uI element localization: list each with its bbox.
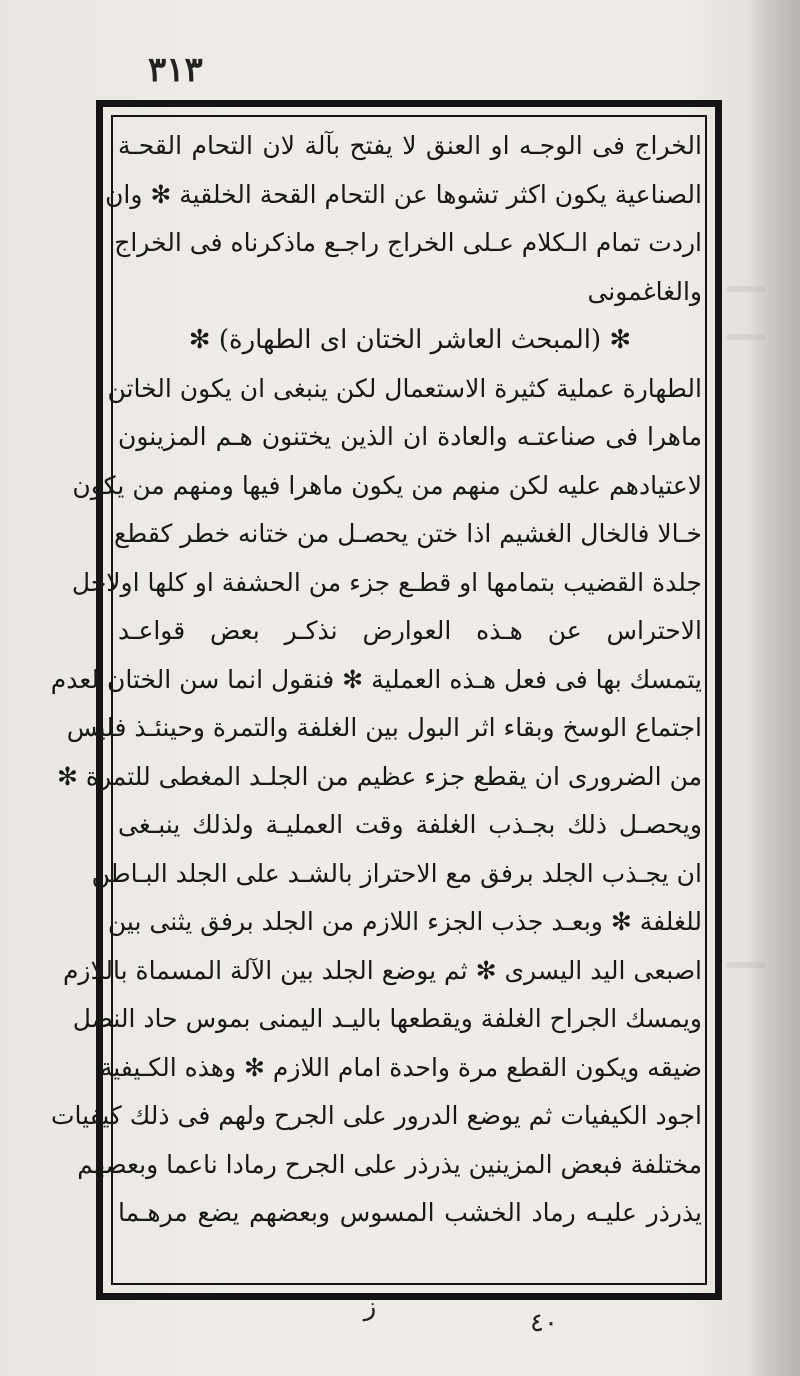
section-heading: ✻ (المبحث العاشر الختان اى الطهارة) ✻ <box>188 325 632 355</box>
bleed-through-trace <box>726 334 766 340</box>
text-line: لاعتيادهم عليه لكن منهم من يكون ماهرا فيها ومنهم من يكون <box>72 470 702 500</box>
text-line: اردت تمام الـكلام عـلى الخراج راجـع ماذكرناه فى الخراج <box>114 228 702 257</box>
bleed-through-trace <box>726 286 766 292</box>
text-line: من الضرورى ان يقطع جزء عظيم من الجلـد المغطى للتمرة ✻ <box>57 761 702 791</box>
bleed-through-trace <box>726 962 766 968</box>
text-line: ماهرا فى صناعتـه والعادة ان الذين يختنون هـم المزينون <box>118 422 702 451</box>
text-line: الاحتراس عن هـذه العوارض نذكـر بعض قواعـد <box>118 616 702 645</box>
text-line: للغلفة ✻ وبعـد جذب الجزء اللازم من الجلد برفق يثنى بين <box>107 907 702 936</box>
text-line: اجود الكيفيات ثم يوضع الدرور على الجرح ولهم فى ذلك كيفيات <box>51 1101 702 1130</box>
binding-fold-shadow <box>748 0 800 1376</box>
text-line: ان يجـذب الجلد برفق مع الاحتراز بالشـد على الجلد البـاطن <box>91 858 702 888</box>
text-line: اصبعى اليد اليسرى ✻ ثم يوضع الجلد بين الآلة المسماة باللازم <box>62 955 702 985</box>
text-line: يتمسك بها فى فعل هـذه العملية ✻ فنقول انما سن الختان لعدم <box>50 664 702 694</box>
text-line: ويحصـل ذلك بجـذب الغلفة وقت العمليـة ولذلك ينبـغى <box>118 810 702 839</box>
text-line: خـالا فالخال الغشيم اذا ختن يحصـل من ختانه خطر كقطع <box>114 519 702 548</box>
body-text <box>50 122 702 1278</box>
text-line: يذرذر عليـه رماد الخشب المسوس وبعضهم يضع مرهـما <box>118 1198 702 1227</box>
text-line: مختلفة فبعض المزينين يذرذر على الجرح رمادا ناعما وبعضهم <box>77 1149 702 1179</box>
signature-mark: ز <box>363 1292 377 1322</box>
text-line: ويمسك الجراح الغلفة ويقطعها باليـد اليمنى بموس حاد النصل <box>72 1004 702 1033</box>
text-line: اجتماع الوسخ وبقاء اثر البول بين الغلفة والتمرة وحينئـذ فليس <box>66 713 702 742</box>
text-line: الصناعية يكون اكثر تشوها عن التحام القحة الخلقية ✻ وان <box>105 179 702 209</box>
folio-number: ٤٠ <box>530 1308 558 1338</box>
page-number: ٣١٣ <box>148 50 203 90</box>
text-line: والغاغمونى <box>587 276 702 306</box>
text-line: ضيقه ويكون القطع مرة واحدة امام اللازم ✻ وهذه الكـيفية <box>99 1052 702 1082</box>
text-line: الخراج فى الوجـه او العنق لا يفتح بآلة لان التحام القحـة <box>118 131 702 160</box>
text-line: جلدة القضيب بتمامها او قطـع جزء من الحشفة او كلها اولاجل <box>71 567 702 597</box>
text-line: الطهارة عملية كثيرة الاستعمال لكن ينبغى ان يكون الخاتن <box>107 373 702 403</box>
